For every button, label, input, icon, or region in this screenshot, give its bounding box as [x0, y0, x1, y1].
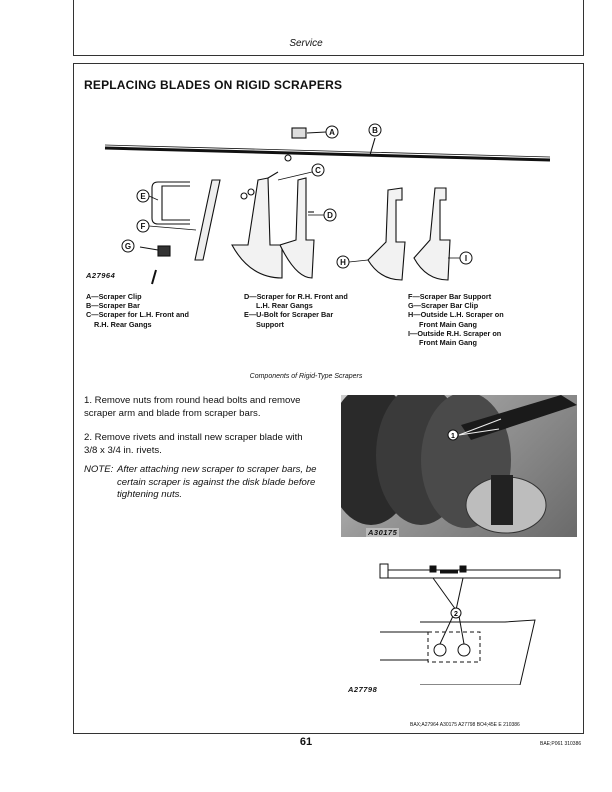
legend-item-c-cont: R.H. Rear Gangs	[94, 319, 152, 329]
note-body	[117, 464, 316, 502]
note-line-3: tightening nuts.	[117, 489, 183, 500]
legend-item-g: G—Scraper Bar Clip	[408, 301, 479, 311]
figure3-label: A27798	[348, 685, 378, 694]
legend-item-c: C—Scraper for L.H. Front and	[86, 310, 189, 320]
scraper-mount-diagram	[360, 560, 580, 685]
section-title: REPLACING BLADES ON RIGID SCRAPERS	[84, 78, 343, 92]
figure1-caption: Components of Rigid-Type Scrapers	[249, 373, 363, 380]
instruction-steps	[84, 395, 334, 457]
callout-B: B	[372, 126, 378, 135]
disk-blades-image	[341, 395, 577, 537]
note-line-1: After attaching new scraper to scraper bars, be	[117, 464, 317, 475]
legend-item-d-cont: L.H. Rear Gangs	[256, 301, 313, 311]
step-1-line-2: scraper arm and blade from scraper bars.	[84, 407, 261, 419]
diagram-callout: 2	[454, 611, 458, 618]
legend-item-h-cont: Front Main Gang	[419, 319, 477, 329]
step-2-line-1: 2. Remove rivets and install new scraper blade with	[84, 432, 303, 443]
legend-item-h: H—Outside L.H. Scraper on	[408, 310, 504, 320]
scraper-components-drawing	[100, 100, 560, 290]
callout-H: H	[340, 258, 346, 267]
callout-I: I	[464, 254, 468, 263]
callout-G: G	[124, 242, 132, 251]
legend-item-b: B—Scraper Bar	[86, 301, 140, 311]
legend-item-i: I—Outside R.H. Scraper on	[408, 328, 502, 338]
header-rule	[73, 55, 584, 56]
callout-F: F	[140, 222, 146, 231]
footer-code: BAE;P061 310386	[540, 741, 582, 747]
legend-item-i-cont: Front Main Gang	[419, 338, 477, 348]
page-number: 61	[299, 736, 313, 748]
callout-E: E	[140, 192, 146, 201]
callout-D: D	[327, 211, 333, 220]
note-line-2: certain scraper is against the disk blade before	[117, 476, 316, 488]
figure1-label: A27964	[86, 271, 116, 280]
legend-column-3	[408, 292, 504, 347]
legend-item-d: D—Scraper for R.H. Front and	[244, 292, 348, 301]
legend-item-f: F—Scraper Bar Support	[408, 292, 492, 301]
legend-item-e: E—U-Bolt for Scraper Bar	[244, 310, 334, 320]
step-1-line-1: 1. Remove nuts from round head bolts and remove	[84, 395, 301, 406]
callout-A: A	[329, 128, 335, 137]
photo-callout: 1	[451, 433, 455, 440]
legend-item-e-cont: Support	[256, 319, 284, 329]
footer-references: BAX;A27964 A30175 A27798 BO4;45E E 210386	[410, 722, 520, 728]
step-2-line-2: 3/8 x 3/4 in. rivets.	[84, 444, 162, 456]
disk-scraper-photo	[341, 395, 577, 537]
legend-column-2	[244, 292, 348, 329]
legend-item-a: A—Scraper Clip	[86, 292, 142, 301]
running-header: Service	[289, 38, 323, 49]
callout-C: C	[315, 166, 321, 175]
photo-label: A30175	[368, 528, 398, 537]
legend-column-1	[86, 292, 189, 329]
note-lead: NOTE:	[84, 464, 114, 475]
